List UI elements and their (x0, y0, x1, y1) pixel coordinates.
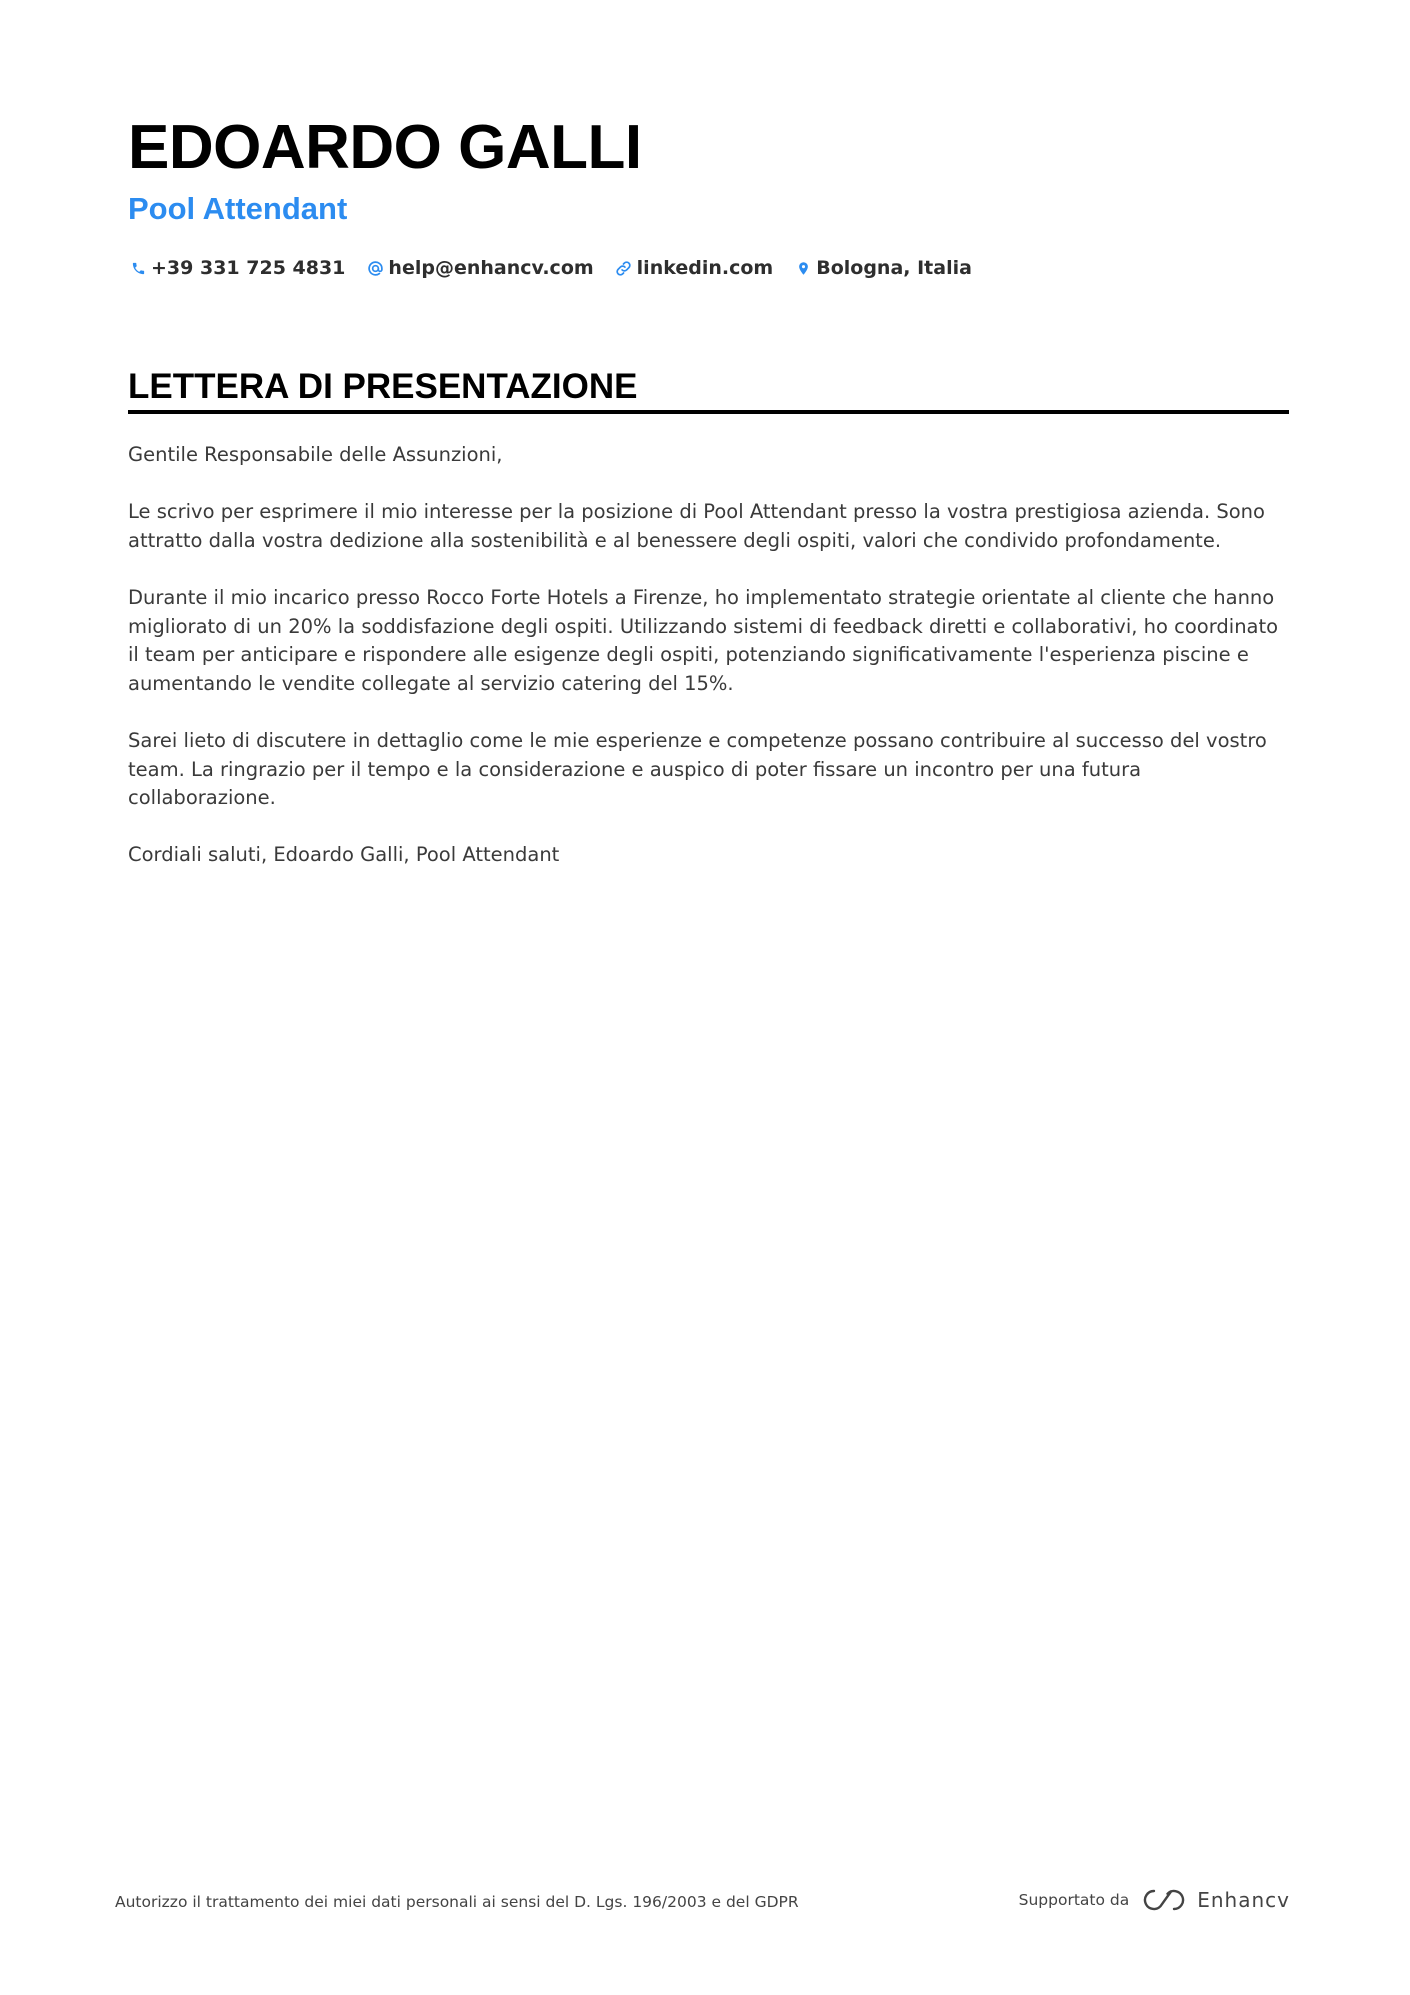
contact-linkedin[interactable] (614, 257, 774, 279)
contact-phone[interactable] (128, 257, 345, 279)
candidate-role: Pool Attendant (128, 191, 348, 226)
phone-text: +39 331 725 4831 (151, 257, 346, 279)
enhancv-wordmark: Enhancv (1197, 1888, 1290, 1912)
contact-email[interactable] (365, 257, 593, 279)
letter-closing: Cordiali saluti, Edoardo Galli, Pool Attendant (128, 843, 560, 867)
powered-by-label: Supportato da (1018, 1891, 1130, 1909)
letter-body (128, 441, 1293, 899)
location-pin-icon (793, 258, 813, 278)
link-icon (614, 258, 634, 278)
contact-location (793, 257, 972, 279)
enhancv-logo-icon (1141, 1887, 1187, 1913)
powered-by[interactable] (1019, 1880, 1290, 1920)
section-title: LETTERA DI PRESENTAZIONE (128, 367, 638, 406)
privacy-consent: Autorizzo il trattamento dei miei dati personali ai sensi del D. Lgs. 196/2003 e del GDPR (115, 1893, 799, 1911)
section-divider (128, 410, 1289, 414)
at-icon (365, 258, 385, 278)
letter-paragraph: Sarei lieto di discutere in dettaglio come le mie esperienze e competenze possano contribuire al successo del vostro team. La ringrazio per il tempo e la considerazione e auspico di poter fissare un incontro per una futura collaborazione. (128, 728, 1267, 810)
candidate-name: EDOARDO GALLI (128, 113, 642, 182)
location-text: Bologna, Italia (816, 257, 972, 279)
letter-paragraph: Durante il mio incarico presso Rocco Forte Hotels a Firenze, ho implementato strategie orientate al cliente che hanno migliorato di un 20% la soddisfazione degli ospiti. Utilizzando sistemi di feedback diretti e collaborativi, ho coordinato il team per anticipare e rispondere alle esigenze degli ospiti, potenziando significativamente l'esperienza piscine e aumentando le vendite collegate al servizio catering del 15%. (128, 585, 1279, 695)
email-text: help@enhancv.com (388, 257, 594, 279)
linkedin-text: linkedin.com (636, 257, 774, 279)
contact-bar (128, 253, 992, 283)
letter-salutation: Gentile Responsabile delle Assunzioni, (128, 443, 503, 466)
phone-icon (128, 258, 148, 278)
letter-paragraph: Le scrivo per esprimere il mio interesse per la posizione di Pool Attendant presso la vostra prestigiosa azienda. Sono attratto dalla vostra dedizione alla sostenibilità e al benessere degli ospiti, valori che condivido profondamente. (128, 500, 1265, 552)
